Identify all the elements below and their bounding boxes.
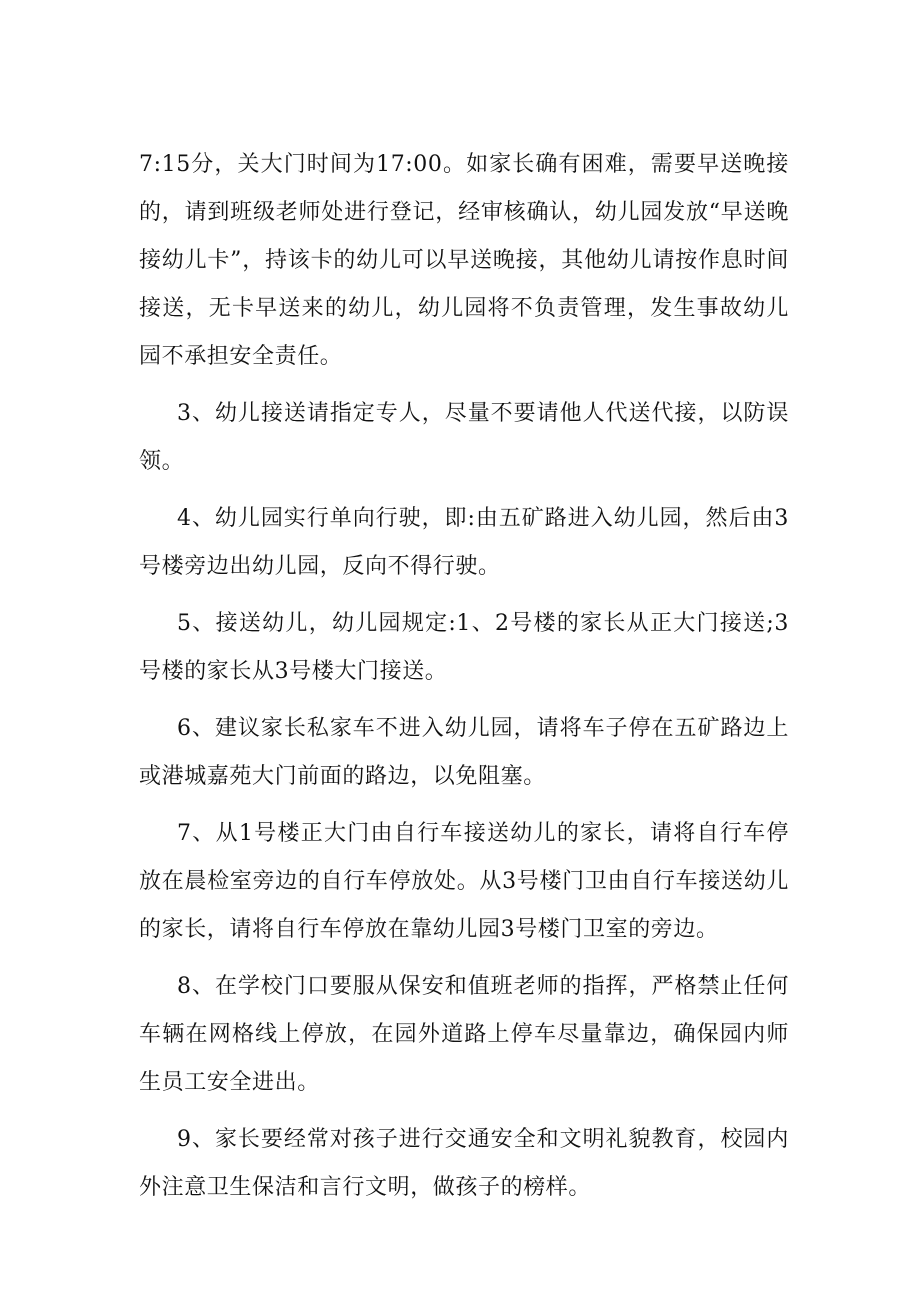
paragraph-item-7: 7、从1号楼正大门由自行车接送幼儿的家长，请将自行车停放在晨检室旁边的自行车停放处。从3号楼门卫由自行车接送幼儿的家长，请将自行车停放在靠幼儿园3号楼门卫室的旁边。: [139, 821, 789, 942]
document-body: [139, 141, 789, 1221]
paragraph-item-4: 4、幼儿园实行单向行驶，即:由五矿路进入幼儿园，然后由3号楼旁边出幼儿园，反向不得行驶。: [139, 506, 789, 579]
paragraph-item-3: 3、幼儿接送请指定专人，尽量不要请他人代送代接，以防误领。: [139, 401, 789, 474]
paragraph-item-9: 9、家长要经常对孩子进行交通安全和文明礼貌教育，校园内外注意卫生保洁和言行文明，做孩子的榜样。: [139, 1127, 789, 1200]
paragraph-continued-schedule: 7:15分，关大门时间为17:00。如家长确有困难，需要早送晚接的，请到班级老师处进行登记，经审核确认，幼儿园发放“早送晚接幼儿卡”，持该卡的幼儿可以早送晚接，其他幼儿请按作息时间接送，无卡早送来的幼儿，幼儿园将不负责管理，发生事故幼儿园不承担安全责任。: [139, 152, 789, 369]
paragraph-item-5: 5、接送幼儿，幼儿园规定:1、2号楼的家长从正大门接送;3号楼的家长从3号楼大门接送。: [139, 611, 789, 684]
paragraph-item-8: 8、在学校门口要服从保安和值班老师的指挥，严格禁止任何车辆在网格线上停放，在园外道路上停车尽量靠边，确保园内师生员工安全进出。: [139, 974, 789, 1095]
paragraph-item-6: 6、建议家长私家车不进入幼儿园，请将车子停在五矿路边上或港城嘉苑大门前面的路边，以免阻塞。: [139, 716, 789, 789]
